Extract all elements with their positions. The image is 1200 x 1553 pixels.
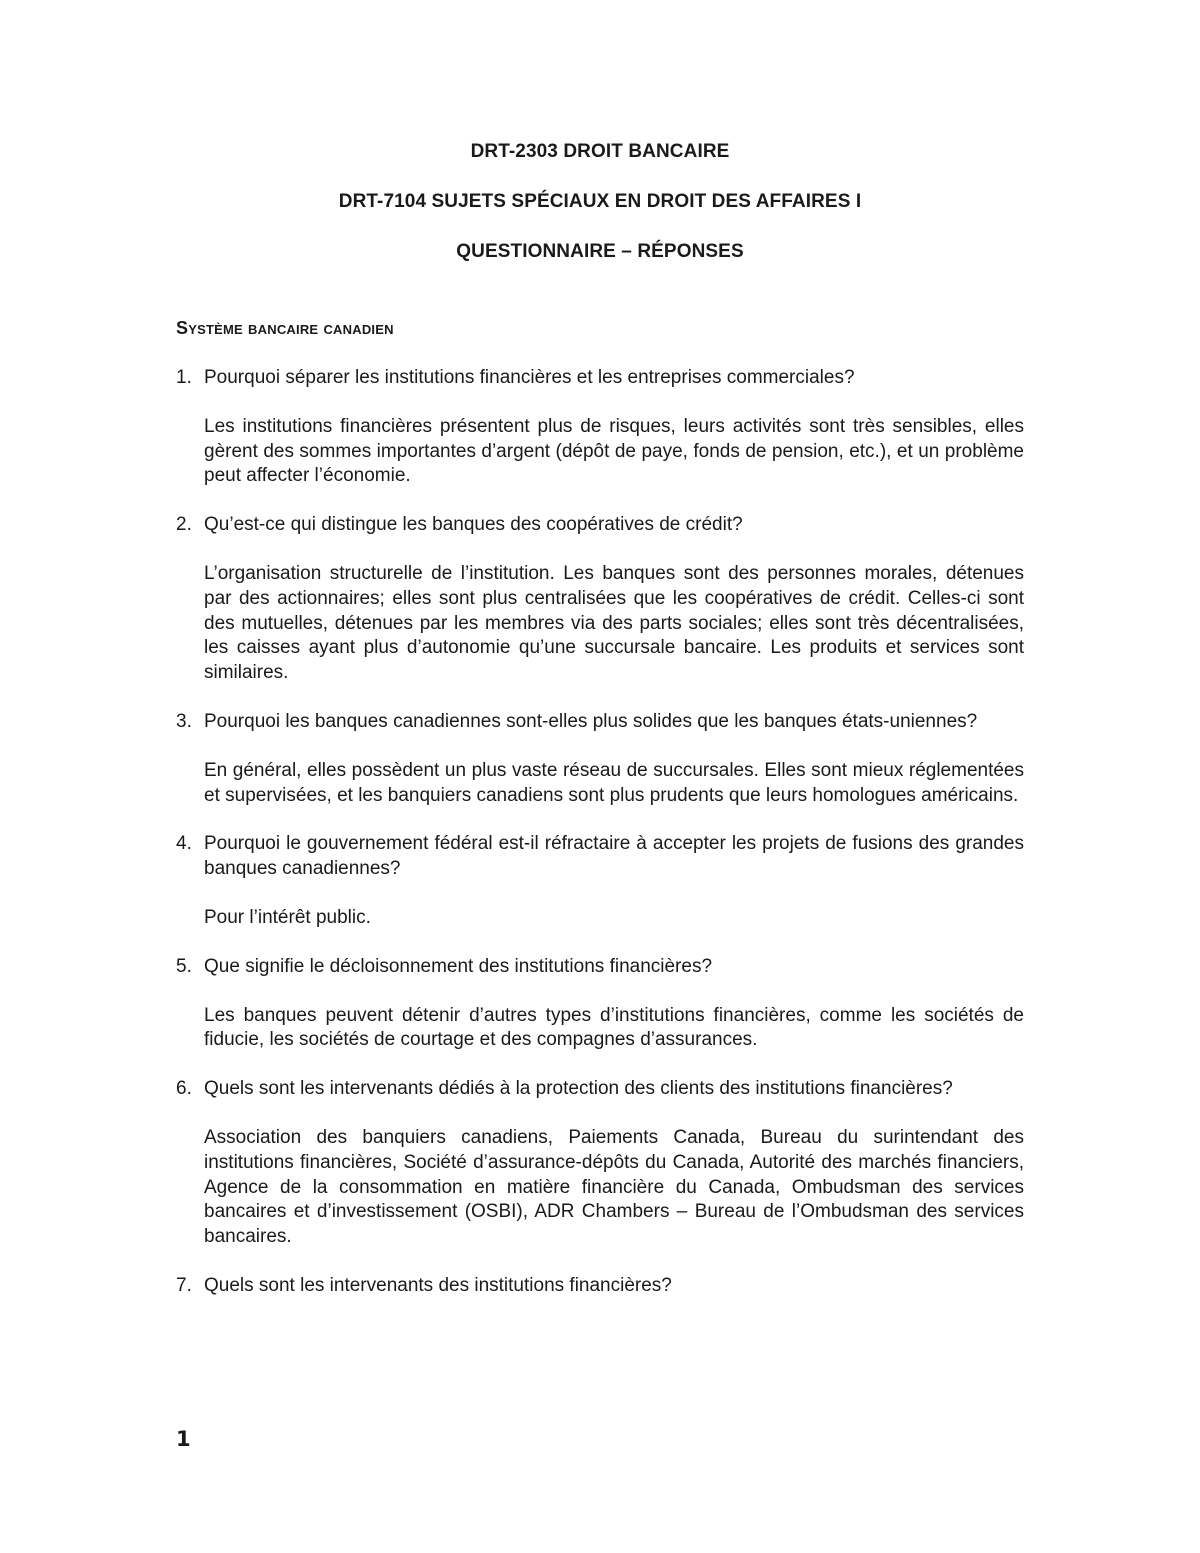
document-title: QUESTIONNAIRE – RÉPONSES [456, 241, 744, 262]
answer-text: En général, elles possèdent un plus vaste réseau de succursales. Elles sont mieux réglementées et supervisées, et les banquiers canadiens sont plus prudents que leurs homologues américains. [204, 759, 1024, 806]
question-number: 1. [176, 367, 192, 388]
list-item [176, 1077, 1024, 1250]
list-item [176, 366, 1024, 489]
question-number: 7. [176, 1274, 192, 1296]
question-text: Pourquoi le gouvernement fédéral est-il réfractaire à accepter les projets de fusions des grandes banques canadiennes? [204, 833, 1024, 880]
title-block [0, 140, 1200, 290]
question-text: Pourquoi les banques canadiennes sont-elles plus solides que les banques états-uniennes? [204, 710, 978, 732]
list-item [176, 710, 1024, 808]
course-title: DRT-2303 DROIT BANCAIRE [470, 141, 730, 162]
question-number: 6. [176, 1078, 192, 1100]
answer-text: Les banques peuvent détenir d’autres types d’institutions financières, comme les sociétés de fiducie, les sociétés de courtage et des compagnes d’assurances. [204, 1004, 1024, 1051]
question-text: Quels sont les intervenants des institutions financières? [204, 1274, 672, 1296]
list-item [176, 1274, 1024, 1299]
list-item [176, 832, 1024, 930]
question-text: Que signifie le décloisonnement des institutions financières? [204, 955, 713, 977]
question-text: Qu’est-ce qui distingue les banques des coopératives de crédit? [204, 514, 743, 536]
answer-text: L’organisation structurelle de l’institution. Les banques sont des personnes morales, détenues par des actionnaires; elles sont plus centralisées que les coopératives de crédit. Celles-ci sont des mutuelles, détenues par les membres via des parts sociales; elles sont très décentralisées, les caisses ayant plus d’autonomie qu’une succursale bancaire. Les produits et services sont similaires. [204, 562, 1024, 684]
list-item [176, 513, 1024, 686]
course-subtitle: DRT-7104 SUJETS SPÉCIAUX EN DROIT DES AFFAIRES I [338, 191, 862, 212]
list-item [176, 955, 1024, 1053]
answer-text: Pour l’intérêt public. [204, 906, 371, 928]
question-number: 5. [176, 955, 192, 977]
question-number: 2. [176, 514, 192, 536]
question-number: 4. [176, 833, 192, 855]
answer-text: Les institutions financières présentent plus de risques, leurs activités sont très sensibles, elles gèrent des sommes importantes d’argent (dépôt de paye, fonds de pension, etc.), et un problème peut affecter l’économie. [204, 415, 1024, 487]
question-list [176, 366, 1024, 1323]
question-text: Quels sont les intervenants dédiés à la protection des clients des institutions financières? [204, 1078, 953, 1100]
page-number: 1 [176, 1427, 191, 1451]
question-text: Pourquoi séparer les institutions financières et les entreprises commerciales? [204, 367, 855, 388]
question-number: 3. [176, 710, 192, 732]
answer-text: Association des banquiers canadiens, Paiements Canada, Bureau du surintendant des institutions financières, Société d’assurance-dépôts du Canada, Autorité des marchés financiers, Agence de la consommation en matière financière du Canada, Ombudsman des services bancaires et d’investissement (OSBI), ADR Chambers – Bureau de l’Ombudsman des services bancaires. [204, 1126, 1024, 1248]
section-heading: Système bancaire canadien [176, 318, 394, 338]
